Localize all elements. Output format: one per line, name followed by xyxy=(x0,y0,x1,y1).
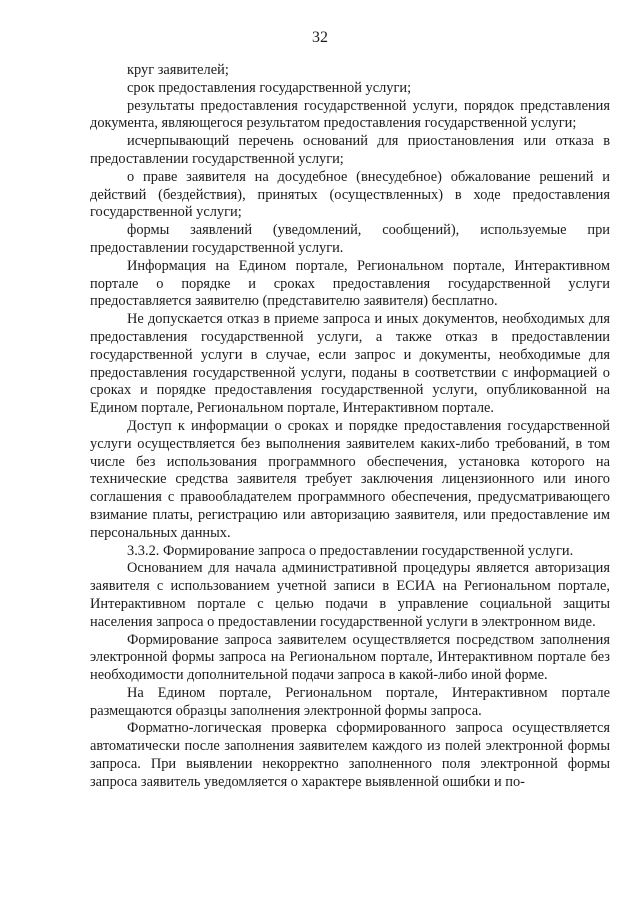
body-text xyxy=(90,62,610,792)
paragraph-info-free: Информация на Едином портале, Региональном портале, Интерактивном портале о порядке и сроках предоставления государственной услуги предоставляется заявителю (представителю заявителя) бесплатно. xyxy=(90,257,610,310)
paragraph-term: срок предоставления государственной услуги; xyxy=(127,79,412,96)
paragraph-applicants: круг заявителей; xyxy=(127,62,229,78)
paragraph-forms: формы заявлений (уведомлений, сообщений), используемые при предоставлении государственной услуги. xyxy=(90,222,610,256)
paragraph-access: Доступ к информации о сроках и порядке предоставления государственной услуги осуществляется без выполнения заявителем каких-либо требований, в том числе без использования программного обеспечения, установка которого на технические средства заявителя требует заключения лицензионного или иного соглашения с правообладателем программного обеспечения, предусматривающего взимание платы, регистрацию или авторизацию заявителя, или предоставление им персональных данных. xyxy=(90,417,610,541)
paragraph-no-refusal: Не допускается отказ в приеме запроса и иных документов, необходимых для предоставления государственной услуги, а также отказ в предоставлении государственной услуги в случае, если запрос и документы, необходимые для предоставления государственной услуги, поданы в соответствии с информацией о сроках и порядке предоставления государственной услуги, опубликованной на Едином портале, Региональном портале, Интерактивном портале. xyxy=(90,311,610,417)
paragraph-results: результаты предоставления государственной услуги, порядок представления документа, являющегося результатом предоставления государственной услуги; xyxy=(90,97,610,132)
section-heading-3-3-2: 3.3.2. Формирование запроса о предоставлении государственной услуги. xyxy=(127,542,574,559)
paragraph-forming: Формирование запроса заявителем осуществляется посредством заполнения электронной формы запроса на Региональном портале, Интерактивном портале без необходимости дополнительной подачи запроса в какой-либо иной форме. xyxy=(90,631,610,684)
paragraph-validation: Форматно-логическая проверка сформированного запроса осуществляется автоматически после заполнения заявителем каждого из полей электронной формы запроса. При выявлении некорректно заполненного поля электронной формы запроса заявитель уведомляется о характере выявленной ошибки и по- xyxy=(90,720,610,790)
page-number: 32 xyxy=(312,29,328,46)
paragraph-samples: На Едином портале, Региональном портале, Интерактивном портале размещаются образцы заполнения электронной формы запроса. xyxy=(90,684,610,719)
paragraph-grounds: исчерпывающий перечень оснований для приостановления или отказа в предоставлении государственной услуги; xyxy=(90,133,610,167)
paragraph-basis: Основанием для начала административной процедуры является авторизация заявителя с использованием учетной записи в ЕСИА на Региональном портале, Интерактивном портале с целью подачи в управление социальной защиты населения запроса о предоставлении государственной услуги в электронном виде. xyxy=(90,560,610,630)
paragraph-appeal-right: о праве заявителя на досудебное (внесудебное) обжалование решений и действий (бездействия), принятых (осуществленных) в ходе предоставления государственной услуги; xyxy=(90,168,610,221)
